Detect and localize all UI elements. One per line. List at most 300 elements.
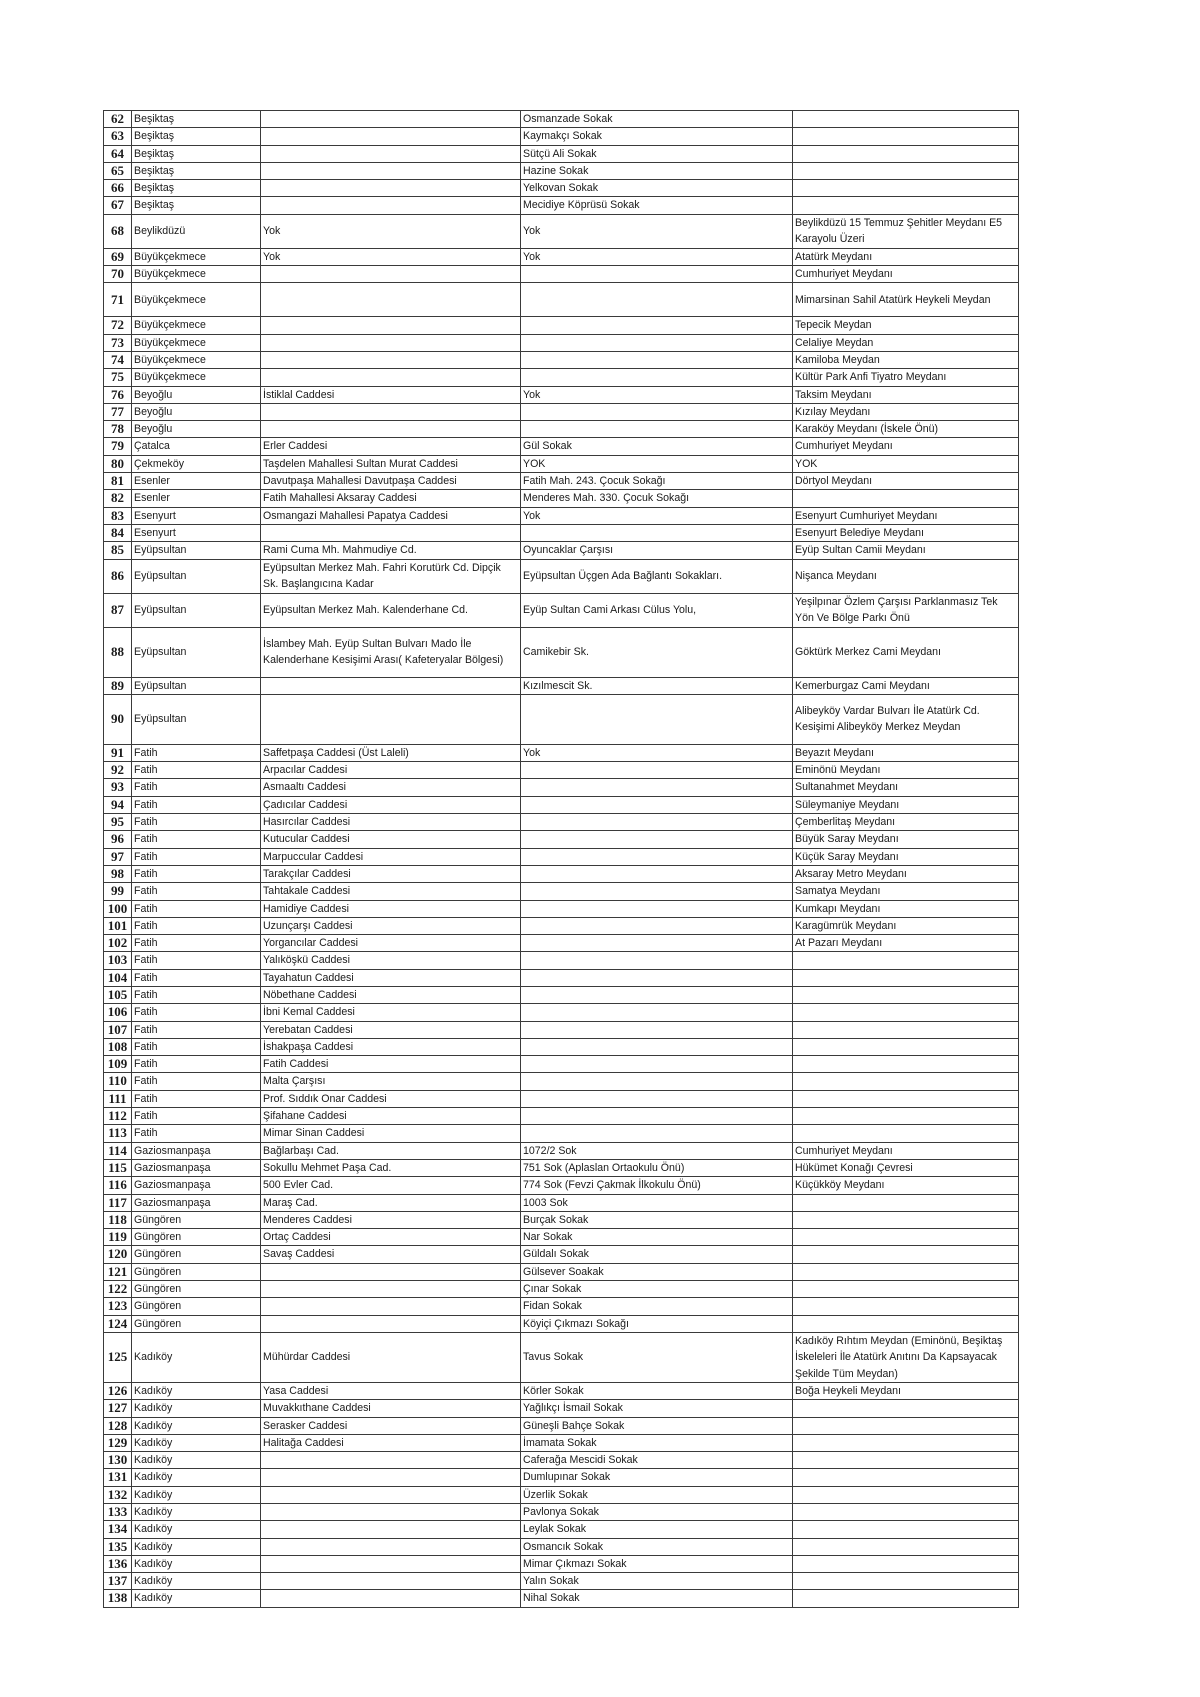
- street-cell: [521, 779, 793, 796]
- table-row: [104, 438, 1019, 455]
- square-cell: Dörtyol Meydanı: [793, 473, 1019, 490]
- street-cell: Yok: [521, 744, 793, 761]
- square-cell: [793, 1281, 1019, 1298]
- square-cell: [793, 1211, 1019, 1228]
- table-row: [104, 831, 1019, 848]
- district-cell: Fatih: [132, 1038, 261, 1055]
- avenue-cell: Eyüpsultan Merkez Mah. Fahri Korutürk Cd. Dipçik Sk. Başlangıcına Kadar: [261, 559, 521, 593]
- street-cell: Yalın Sokak: [521, 1573, 793, 1590]
- district-cell: Kadıköy: [132, 1417, 261, 1434]
- avenue-cell: Fatih Mahallesi Aksaray Caddesi: [261, 490, 521, 507]
- table-row: [104, 1108, 1019, 1125]
- street-cell: [521, 814, 793, 831]
- table-row: [104, 796, 1019, 813]
- street-cell: [521, 266, 793, 283]
- district-cell: Gaziosmanpaşa: [132, 1159, 261, 1176]
- district-cell: Çekmeköy: [132, 455, 261, 472]
- square-cell: [793, 1090, 1019, 1107]
- table-row: [104, 334, 1019, 351]
- street-cell: Gülsever Soakak: [521, 1263, 793, 1280]
- street-cell: [521, 831, 793, 848]
- district-cell: Fatih: [132, 900, 261, 917]
- table-row: [104, 386, 1019, 403]
- district-cell: Eyüpsultan: [132, 542, 261, 559]
- square-cell: Samatya Meydanı: [793, 883, 1019, 900]
- street-cell: Yok: [521, 507, 793, 524]
- table-row: [104, 677, 1019, 694]
- street-cell: Yelkovan Sokak: [521, 180, 793, 197]
- avenue-cell: Tarakçılar Caddesi: [261, 865, 521, 882]
- avenue-cell: Arpacılar Caddesi: [261, 762, 521, 779]
- street-cell: Mimar Çıkmazı Sokak: [521, 1555, 793, 1572]
- district-cell: Büyükçekmece: [132, 248, 261, 265]
- district-cell: Beylikdüzü: [132, 214, 261, 248]
- avenue-cell: [261, 1469, 521, 1486]
- avenue-cell: Şifahane Caddesi: [261, 1108, 521, 1125]
- table-row: [104, 1555, 1019, 1572]
- street-cell: Eyüpsultan Üçgen Ada Bağlantı Sokakları.: [521, 559, 793, 593]
- table-row: [104, 351, 1019, 368]
- row-number-cell: 127: [104, 1400, 132, 1417]
- district-cell: Kadıköy: [132, 1486, 261, 1503]
- district-cell: Gaziosmanpaşa: [132, 1142, 261, 1159]
- district-cell: Fatih: [132, 986, 261, 1003]
- table-row: [104, 1090, 1019, 1107]
- avenue-cell: [261, 180, 521, 197]
- street-cell: [521, 1004, 793, 1021]
- square-cell: Mimarsinan Sahil Atatürk Heykeli Meydan: [793, 283, 1019, 317]
- avenue-cell: [261, 694, 521, 744]
- square-cell: Sultanahmet Meydanı: [793, 779, 1019, 796]
- street-cell: Menderes Mah. 330. Çocuk Sokağı: [521, 490, 793, 507]
- avenue-cell: Yok: [261, 214, 521, 248]
- table-row: [104, 1056, 1019, 1073]
- row-number-cell: 71: [104, 283, 132, 317]
- square-cell: [793, 197, 1019, 214]
- street-cell: [521, 796, 793, 813]
- district-cell: Esenler: [132, 473, 261, 490]
- avenue-cell: [261, 111, 521, 128]
- row-number-cell: 65: [104, 162, 132, 179]
- avenue-cell: [261, 524, 521, 541]
- table-row: [104, 1142, 1019, 1159]
- avenue-cell: [261, 162, 521, 179]
- square-cell: Beylikdüzü 15 Temmuz Şehitler Meydanı E5 Karayolu Üzeri: [793, 214, 1019, 248]
- street-cell: Eyüp Sultan Cami Arkası Cülus Yolu,: [521, 593, 793, 627]
- table-row: [104, 627, 1019, 677]
- street-cell: Güneşli Bahçe Sokak: [521, 1417, 793, 1434]
- table-row: [104, 524, 1019, 541]
- district-cell: Fatih: [132, 762, 261, 779]
- street-cell: [521, 952, 793, 969]
- row-number-cell: 107: [104, 1021, 132, 1038]
- row-number-cell: 119: [104, 1229, 132, 1246]
- district-cell: Fatih: [132, 1021, 261, 1038]
- district-cell: Kadıköy: [132, 1452, 261, 1469]
- street-cell: Kaymakçı Sokak: [521, 128, 793, 145]
- avenue-cell: Tahtakale Caddesi: [261, 883, 521, 900]
- row-number-cell: 73: [104, 334, 132, 351]
- row-number-cell: 117: [104, 1194, 132, 1211]
- table-row: [104, 1590, 1019, 1607]
- district-cell: Fatih: [132, 796, 261, 813]
- square-cell: Atatürk Meydanı: [793, 248, 1019, 265]
- district-cell: Beyoğlu: [132, 421, 261, 438]
- table-row: [104, 593, 1019, 627]
- street-cell: Güldalı Sokak: [521, 1246, 793, 1263]
- row-number-cell: 112: [104, 1108, 132, 1125]
- table-row: [104, 180, 1019, 197]
- avenue-cell: Asmaaltı Caddesi: [261, 779, 521, 796]
- district-cell: Fatih: [132, 1056, 261, 1073]
- table-row: [104, 214, 1019, 248]
- table-row: [104, 266, 1019, 283]
- avenue-cell: Yalıköşkü Caddesi: [261, 952, 521, 969]
- square-cell: [793, 1229, 1019, 1246]
- district-cell: Büyükçekmece: [132, 266, 261, 283]
- district-cell: Güngören: [132, 1211, 261, 1228]
- street-cell: Kızılmescit Sk.: [521, 677, 793, 694]
- district-cell: Esenyurt: [132, 507, 261, 524]
- avenue-cell: [261, 1281, 521, 1298]
- street-square-table: [103, 110, 1019, 1608]
- row-number-cell: 77: [104, 403, 132, 420]
- street-cell: Leylak Sokak: [521, 1521, 793, 1538]
- row-number-cell: 100: [104, 900, 132, 917]
- avenue-cell: [261, 351, 521, 368]
- row-number-cell: 123: [104, 1298, 132, 1315]
- table-row: [104, 1332, 1019, 1382]
- district-cell: Çatalca: [132, 438, 261, 455]
- district-cell: Büyükçekmece: [132, 283, 261, 317]
- row-number-cell: 92: [104, 762, 132, 779]
- avenue-cell: Nöbethane Caddesi: [261, 986, 521, 1003]
- square-cell: [793, 1108, 1019, 1125]
- district-cell: Büyükçekmece: [132, 369, 261, 386]
- row-number-cell: 130: [104, 1452, 132, 1469]
- street-cell: Mecidiye Köprüsü Sokak: [521, 197, 793, 214]
- street-cell: Burçak Sokak: [521, 1211, 793, 1228]
- row-number-cell: 81: [104, 473, 132, 490]
- district-cell: Beyoğlu: [132, 403, 261, 420]
- avenue-cell: [261, 1298, 521, 1315]
- table-row: [104, 490, 1019, 507]
- square-cell: [793, 1538, 1019, 1555]
- street-cell: Tavus Sokak: [521, 1332, 793, 1382]
- table-row: [104, 559, 1019, 593]
- row-number-cell: 62: [104, 111, 132, 128]
- table-row: [104, 900, 1019, 917]
- row-number-cell: 115: [104, 1159, 132, 1176]
- square-cell: [793, 1452, 1019, 1469]
- table-row: [104, 986, 1019, 1003]
- table-row: [104, 1298, 1019, 1315]
- row-number-cell: 102: [104, 935, 132, 952]
- square-cell: Esenyurt Cumhuriyet Meydanı: [793, 507, 1019, 524]
- row-number-cell: 91: [104, 744, 132, 761]
- district-cell: Kadıköy: [132, 1382, 261, 1399]
- square-cell: Büyük Saray Meydanı: [793, 831, 1019, 848]
- avenue-cell: Davutpaşa Mahallesi Davutpaşa Caddesi: [261, 473, 521, 490]
- table-row: [104, 145, 1019, 162]
- avenue-cell: Maraş Cad.: [261, 1194, 521, 1211]
- square-cell: Küçük Saray Meydanı: [793, 848, 1019, 865]
- district-cell: Kadıköy: [132, 1573, 261, 1590]
- avenue-cell: [261, 1486, 521, 1503]
- table-row: [104, 421, 1019, 438]
- avenue-cell: İbni Kemal Caddesi: [261, 1004, 521, 1021]
- street-cell: Fidan Sokak: [521, 1298, 793, 1315]
- square-cell: Celaliye Meydan: [793, 334, 1019, 351]
- avenue-cell: İshakpaşa Caddesi: [261, 1038, 521, 1055]
- row-number-cell: 96: [104, 831, 132, 848]
- district-cell: Güngören: [132, 1281, 261, 1298]
- district-cell: Kadıköy: [132, 1504, 261, 1521]
- avenue-cell: Osmangazi Mahallesi Papatya Caddesi: [261, 507, 521, 524]
- row-number-cell: 108: [104, 1038, 132, 1055]
- table-row: [104, 1486, 1019, 1503]
- row-number-cell: 113: [104, 1125, 132, 1142]
- street-cell: Dumlupınar Sokak: [521, 1469, 793, 1486]
- square-cell: [793, 986, 1019, 1003]
- street-cell: [521, 1073, 793, 1090]
- square-cell: [793, 1400, 1019, 1417]
- street-cell: [521, 969, 793, 986]
- avenue-cell: Uzunçarşı Caddesi: [261, 917, 521, 934]
- table-row: [104, 128, 1019, 145]
- avenue-cell: [261, 1315, 521, 1332]
- avenue-cell: [261, 283, 521, 317]
- district-cell: Beşiktaş: [132, 128, 261, 145]
- table-row: [104, 507, 1019, 524]
- row-number-cell: 114: [104, 1142, 132, 1159]
- street-cell: Yağlıkçı İsmail Sokak: [521, 1400, 793, 1417]
- row-number-cell: 75: [104, 369, 132, 386]
- street-cell: [521, 900, 793, 917]
- district-cell: Büyükçekmece: [132, 351, 261, 368]
- square-cell: [793, 969, 1019, 986]
- avenue-cell: Saffetpaşa Caddesi (Üst Laleli): [261, 744, 521, 761]
- square-cell: Karaköy Meydanı (İskele Önü): [793, 421, 1019, 438]
- table-row: [104, 1073, 1019, 1090]
- street-cell: [521, 524, 793, 541]
- row-number-cell: 124: [104, 1315, 132, 1332]
- street-cell: Köyiçi Çıkmazı Sokağı: [521, 1315, 793, 1332]
- square-cell: YOK: [793, 455, 1019, 472]
- avenue-cell: [261, 1521, 521, 1538]
- row-number-cell: 66: [104, 180, 132, 197]
- district-cell: Fatih: [132, 1090, 261, 1107]
- square-cell: Beyazıt Meydanı: [793, 744, 1019, 761]
- row-number-cell: 87: [104, 593, 132, 627]
- district-cell: Beyoğlu: [132, 386, 261, 403]
- avenue-cell: [261, 334, 521, 351]
- district-cell: Fatih: [132, 1108, 261, 1125]
- street-cell: [521, 1090, 793, 1107]
- table-body: [104, 111, 1019, 1608]
- square-cell: [793, 1038, 1019, 1055]
- street-cell: [521, 694, 793, 744]
- table-row: [104, 1521, 1019, 1538]
- square-cell: Tepecik Meydan: [793, 317, 1019, 334]
- table-row: [104, 1125, 1019, 1142]
- table-row: [104, 542, 1019, 559]
- street-cell: [521, 865, 793, 882]
- row-number-cell: 89: [104, 677, 132, 694]
- square-cell: Kumkapı Meydanı: [793, 900, 1019, 917]
- square-cell: Kemerburgaz Cami Meydanı: [793, 677, 1019, 694]
- square-cell: [793, 128, 1019, 145]
- table-row: [104, 1434, 1019, 1451]
- square-cell: [793, 1486, 1019, 1503]
- district-cell: Güngören: [132, 1229, 261, 1246]
- street-cell: YOK: [521, 455, 793, 472]
- square-cell: [793, 1469, 1019, 1486]
- avenue-cell: Halitağa Caddesi: [261, 1434, 521, 1451]
- square-cell: [793, 1073, 1019, 1090]
- row-number-cell: 103: [104, 952, 132, 969]
- row-number-cell: 121: [104, 1263, 132, 1280]
- street-cell: [521, 334, 793, 351]
- street-cell: İmamata Sokak: [521, 1434, 793, 1451]
- table-row: [104, 779, 1019, 796]
- street-cell: Fatih Mah. 243. Çocuk Sokağı: [521, 473, 793, 490]
- table-row: [104, 1281, 1019, 1298]
- table-row: [104, 762, 1019, 779]
- district-cell: Güngören: [132, 1315, 261, 1332]
- district-cell: Fatih: [132, 883, 261, 900]
- table-row: [104, 1194, 1019, 1211]
- square-cell: Karagümrük Meydanı: [793, 917, 1019, 934]
- district-cell: Gaziosmanpaşa: [132, 1177, 261, 1194]
- avenue-cell: [261, 1452, 521, 1469]
- district-cell: Eyüpsultan: [132, 559, 261, 593]
- street-cell: [521, 317, 793, 334]
- square-cell: Aksaray Metro Meydanı: [793, 865, 1019, 882]
- row-number-cell: 79: [104, 438, 132, 455]
- avenue-cell: [261, 1590, 521, 1607]
- street-cell: Pavlonya Sokak: [521, 1504, 793, 1521]
- row-number-cell: 110: [104, 1073, 132, 1090]
- avenue-cell: [261, 266, 521, 283]
- avenue-cell: [261, 1538, 521, 1555]
- avenue-cell: Fatih Caddesi: [261, 1056, 521, 1073]
- avenue-cell: Hasırcılar Caddesi: [261, 814, 521, 831]
- table-row: [104, 1382, 1019, 1399]
- table-row: [104, 283, 1019, 317]
- street-cell: [521, 403, 793, 420]
- row-number-cell: 128: [104, 1417, 132, 1434]
- district-cell: Beşiktaş: [132, 162, 261, 179]
- district-cell: Büyükçekmece: [132, 334, 261, 351]
- street-cell: [521, 917, 793, 934]
- square-cell: [793, 145, 1019, 162]
- square-cell: [793, 1246, 1019, 1263]
- row-number-cell: 97: [104, 848, 132, 865]
- table-row: [104, 1159, 1019, 1176]
- district-cell: Fatih: [132, 814, 261, 831]
- district-cell: Eyüpsultan: [132, 593, 261, 627]
- table-row: [104, 1400, 1019, 1417]
- avenue-cell: Mühürdar Caddesi: [261, 1332, 521, 1382]
- street-cell: [521, 1056, 793, 1073]
- row-number-cell: 104: [104, 969, 132, 986]
- district-cell: Esenyurt: [132, 524, 261, 541]
- square-cell: [793, 490, 1019, 507]
- square-cell: Cumhuriyet Meydanı: [793, 1142, 1019, 1159]
- row-number-cell: 122: [104, 1281, 132, 1298]
- table-row: [104, 1229, 1019, 1246]
- square-cell: [793, 1573, 1019, 1590]
- street-cell: [521, 283, 793, 317]
- avenue-cell: Erler Caddesi: [261, 438, 521, 455]
- row-number-cell: 74: [104, 351, 132, 368]
- square-cell: [793, 1434, 1019, 1451]
- street-cell: [521, 1125, 793, 1142]
- avenue-cell: Bağlarbaşı Cad.: [261, 1142, 521, 1159]
- avenue-cell: Eyüpsultan Merkez Mah. Kalenderhane Cd.: [261, 593, 521, 627]
- row-number-cell: 78: [104, 421, 132, 438]
- table-row: [104, 694, 1019, 744]
- street-cell: Yok: [521, 214, 793, 248]
- row-number-cell: 84: [104, 524, 132, 541]
- avenue-cell: Yok: [261, 248, 521, 265]
- square-cell: Alibeyköy Vardar Bulvarı İle Atatürk Cd. Kesişimi Alibeyköy Merkez Meydan: [793, 694, 1019, 744]
- avenue-cell: Menderes Caddesi: [261, 1211, 521, 1228]
- district-cell: Gaziosmanpaşa: [132, 1194, 261, 1211]
- row-number-cell: 136: [104, 1555, 132, 1572]
- square-cell: [793, 1194, 1019, 1211]
- row-number-cell: 93: [104, 779, 132, 796]
- row-number-cell: 63: [104, 128, 132, 145]
- district-cell: Kadıköy: [132, 1521, 261, 1538]
- district-cell: Fatih: [132, 848, 261, 865]
- district-cell: Güngören: [132, 1246, 261, 1263]
- avenue-cell: [261, 421, 521, 438]
- street-cell: Nihal Sokak: [521, 1590, 793, 1607]
- table-row: [104, 969, 1019, 986]
- avenue-cell: [261, 1555, 521, 1572]
- row-number-cell: 86: [104, 559, 132, 593]
- avenue-cell: Tayahatun Caddesi: [261, 969, 521, 986]
- avenue-cell: İstiklal Caddesi: [261, 386, 521, 403]
- square-cell: [793, 111, 1019, 128]
- table-row: [104, 1452, 1019, 1469]
- square-cell: [793, 162, 1019, 179]
- row-number-cell: 131: [104, 1469, 132, 1486]
- district-cell: Fatih: [132, 917, 261, 934]
- avenue-cell: Taşdelen Mahallesi Sultan Murat Caddesi: [261, 455, 521, 472]
- table-row: [104, 369, 1019, 386]
- district-cell: Kadıköy: [132, 1555, 261, 1572]
- street-cell: Osmanzade Sokak: [521, 111, 793, 128]
- square-cell: Kamiloba Meydan: [793, 351, 1019, 368]
- row-number-cell: 98: [104, 865, 132, 882]
- street-cell: Yok: [521, 386, 793, 403]
- square-cell: Eminönü Meydanı: [793, 762, 1019, 779]
- table-row: [104, 455, 1019, 472]
- avenue-cell: [261, 128, 521, 145]
- row-number-cell: 129: [104, 1434, 132, 1451]
- row-number-cell: 68: [104, 214, 132, 248]
- avenue-cell: [261, 1263, 521, 1280]
- district-cell: Kadıköy: [132, 1469, 261, 1486]
- avenue-cell: 500 Evler Cad.: [261, 1177, 521, 1194]
- avenue-cell: [261, 1573, 521, 1590]
- district-cell: Kadıköy: [132, 1590, 261, 1607]
- street-cell: Nar Sokak: [521, 1229, 793, 1246]
- avenue-cell: Hamidiye Caddesi: [261, 900, 521, 917]
